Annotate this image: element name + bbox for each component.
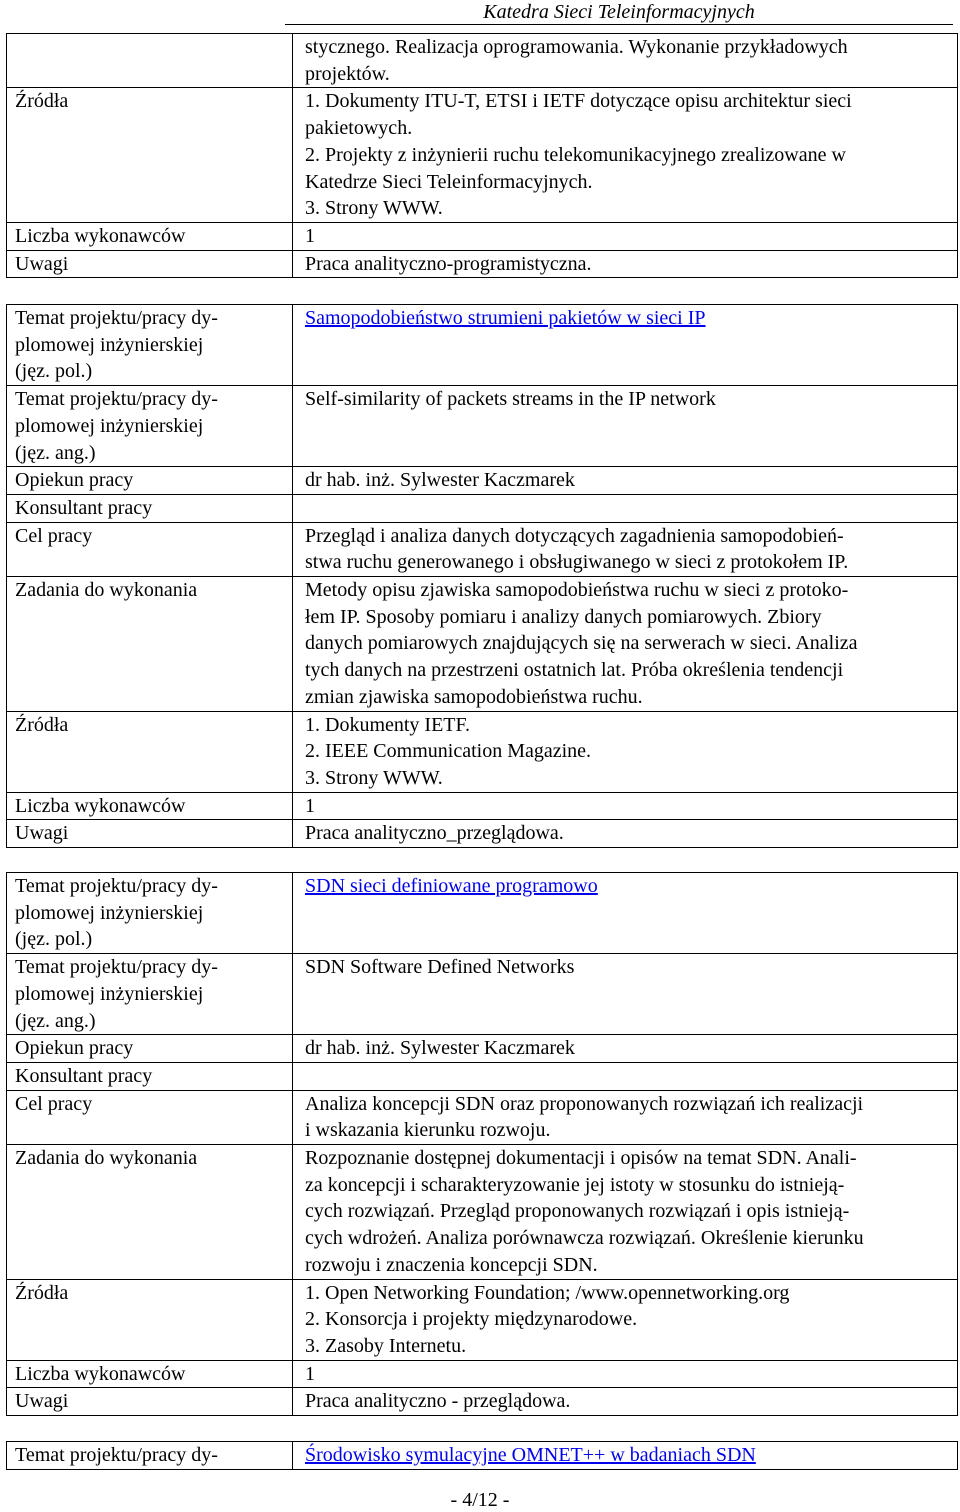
table-row [7, 1442, 958, 1470]
uwagi-value: Praca analityczno-programistyczna. [293, 250, 958, 278]
project-table-1 [6, 304, 958, 848]
table-row [7, 34, 958, 88]
zadania-label: Zadania do wykonania [7, 577, 293, 712]
liczba-wykonawcow-value: 1 [293, 1360, 958, 1388]
uwagi-value: Praca analityczno - przeglądowa. [293, 1388, 958, 1416]
page-number: - 4/12 - [450, 1489, 510, 1511]
table-row [7, 305, 958, 386]
table-row [7, 494, 958, 522]
cel-label: Cel pracy [7, 1090, 293, 1144]
zrodla-value: 1. Dokumenty IETF. 2. IEEE Communication Magazine. 3. Strony WWW. [293, 711, 958, 792]
uwagi-label: Uwagi [7, 250, 293, 278]
zadania-continuation: stycznego. Realizacja oprogramowania. Wykonanie przykładowych projektów. [293, 34, 958, 88]
temat-pol-label: Temat projektu/pracy dy- plomowej inżynierskiej (jęz. pol.) [7, 305, 293, 386]
temat-ang-value: SDN Software Defined Networks [293, 954, 958, 1035]
project-table-continued [6, 33, 958, 278]
table-row [7, 1360, 958, 1388]
temat-pol-link[interactable]: Samopodobieństwo strumieni pakietów w sieci IP [305, 307, 706, 329]
uwagi-value: Praca analityczno_przeglądowa. [293, 820, 958, 848]
table-row [7, 222, 958, 250]
table-row [7, 1035, 958, 1063]
uwagi-label: Uwagi [7, 820, 293, 848]
table-row [7, 1145, 958, 1280]
table-row [7, 954, 958, 1035]
table-row [7, 467, 958, 495]
konsultant-value [293, 1062, 958, 1090]
zrodla-label: Źródła [7, 1279, 293, 1360]
project-table-2 [6, 872, 958, 1416]
table-row [7, 1090, 958, 1144]
cel-value: Analiza koncepcji SDN oraz proponowanych rozwiązań ich realizacji i wskazania kierunku rozwoju. [293, 1090, 958, 1144]
zadania-value: Metody opisu zjawiska samopodobieństwa ruchu w sieci z protoko- łem IP. Sposoby pomiaru i analizy danych pomiarowych. Zbiory danych pomiarowych znajdujących się na serwerach w sieci. Analiza tych danych na przestrzeni ostatnich lat. Próba określenia tendencji zmian zjawiska samopodobieństwa ruchu. [293, 577, 958, 712]
project-table-3 [6, 1441, 958, 1470]
konsultant-label: Konsultant pracy [7, 494, 293, 522]
opiekun-label: Opiekun pracy [7, 1035, 293, 1063]
opiekun-value: dr hab. inż. Sylwester Kaczmarek [293, 467, 958, 495]
liczba-wykonawcow-label: Liczba wykonawców [7, 1360, 293, 1388]
cel-value: Przegląd i analiza danych dotyczących zagadnienia samopodobień- stwa ruchu generowanego i obsługiwanego w sieci z protokołem IP. [293, 522, 958, 576]
temat-pol-value [293, 873, 958, 954]
temat-pol-value [293, 305, 958, 386]
uwagi-label: Uwagi [7, 1388, 293, 1416]
temat-ang-value: Self-similarity of packets streams in the IP network [293, 386, 958, 467]
zadania-label: Zadania do wykonania [7, 1145, 293, 1280]
table-row [7, 88, 958, 223]
table-row [7, 820, 958, 848]
table-row [7, 577, 958, 712]
table-row [7, 711, 958, 792]
temat-pol-link[interactable]: SDN sieci definiowane programowo [305, 875, 598, 897]
zadania-value: Rozpoznanie dostępnej dokumentacji i opisów na temat SDN. Anali- za koncepcji i scharakteryzowanie jej istoty w stosunku do istnieją- cych rozwiązań. Przegląd proponowanych rozwiązań i opis istnieją- cych wdrożeń. Analiza porównawcza rozwiązań. Określenie kierunku rozwoju i znaczenia koncepcji SDN. [293, 1145, 958, 1280]
liczba-wykonawcow-label: Liczba wykonawców [7, 792, 293, 820]
table-row [7, 522, 958, 576]
konsultant-label: Konsultant pracy [7, 1062, 293, 1090]
zrodla-value: 1. Dokumenty ITU-T, ETSI i IETF dotyczące opisu architektur sieci pakietowych. 2. Projekty z inżynierii ruchu telekomunikacyjnego zrealizowane w Katedrze Sieci Teleinformacyjnych. 3. Strony WWW. [293, 88, 958, 223]
temat-pol-value [293, 1442, 958, 1470]
temat-ang-label: Temat projektu/pracy dy- plomowej inżynierskiej (jęz. ang.) [7, 386, 293, 467]
opiekun-value: dr hab. inż. Sylwester Kaczmarek [293, 1035, 958, 1063]
liczba-wykonawcow-value: 1 [293, 792, 958, 820]
liczba-wykonawcow-label: Liczba wykonawców [7, 222, 293, 250]
zrodla-value: 1. Open Networking Foundation; /www.opennetworking.org 2. Konsorcja i projekty międzynarodowe. 3. Zasoby Internetu. [293, 1279, 958, 1360]
table-row [7, 1388, 958, 1416]
opiekun-label: Opiekun pracy [7, 467, 293, 495]
table-row [7, 1279, 958, 1360]
table-row [7, 873, 958, 954]
table-row [7, 250, 958, 278]
temat-pol-label: Temat projektu/pracy dy- plomowej inżynierskiej (jęz. pol.) [7, 873, 293, 954]
table-row [7, 1062, 958, 1090]
temat-pol-label: Temat projektu/pracy dy- [7, 1442, 293, 1470]
zrodla-label: Źródła [7, 88, 293, 223]
table-row [7, 792, 958, 820]
row-label [7, 34, 293, 88]
konsultant-value [293, 494, 958, 522]
liczba-wykonawcow-value: 1 [293, 222, 958, 250]
page-header: Katedra Sieci Teleinformacyjnych [285, 0, 953, 25]
temat-pol-link[interactable]: Środowisko symulacyjne OMNET++ w badaniach SDN [305, 1444, 756, 1466]
temat-ang-label: Temat projektu/pracy dy- plomowej inżynierskiej (jęz. ang.) [7, 954, 293, 1035]
zrodla-label: Źródła [7, 711, 293, 792]
table-row [7, 386, 958, 467]
cel-label: Cel pracy [7, 522, 293, 576]
